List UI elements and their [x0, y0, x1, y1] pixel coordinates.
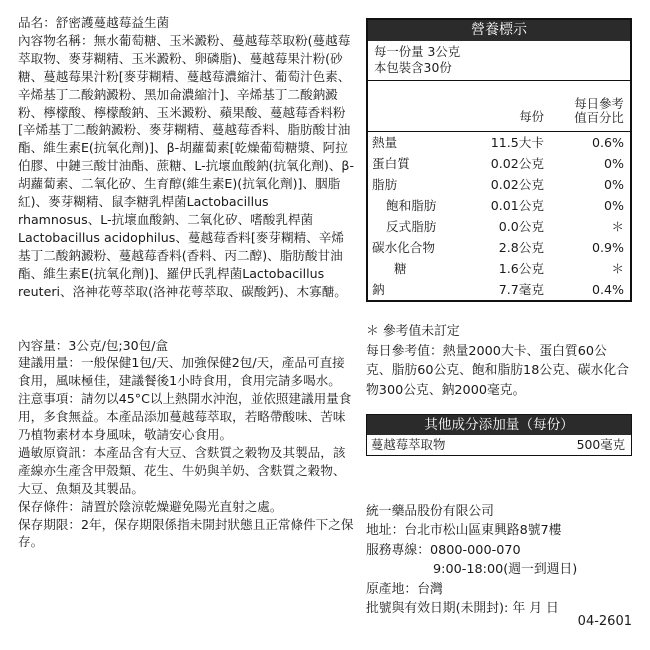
nutrition-row — [368, 132, 630, 153]
right-column — [366, 18, 632, 618]
nutrient-name: 鈉 — [372, 282, 385, 297]
nutrient-per-serving: 0.02公克 — [490, 156, 544, 171]
ingredients-text: 品名：舒密護蔓越莓益生菌 內容物名稱：無水葡萄糖、玉米澱粉、蔓越莓萃取粉(蔓越莓萃取物、麥芽糊精、玉米澱粉、卵磷脂)、蔓越莓果汁粉(砂糖、蔓越莓果汁粉[麥芽糊精、蔓越莓濃縮汁、葡萄汁色素、辛烯基丁二酸鈉澱粉、黑加侖濃縮汁]、辛烯基丁二酸鈉澱粉、檸檬酸、檸檬酸鈉、玉米澱粉、蘋果酸、蔓越莓香料粉[辛烯基丁二酸鈉澱粉、麥芽糊精、蔓越莓香料、脂肪酸甘油酯、維生素E(抗氧化劑)]、β-胡蘿蔔素[乾燥葡萄糖漿、阿拉伯膠、中鏈三酸甘油酯、蔗糖、L-抗壞血酸鈉(抗氧化劑)、β-胡蘿蔔素、二氧化矽、生育醇(維生素E)(抗氧化劑)]、胭脂紅)、麥芽糊精、鼠李糖乳桿菌Lactobacillus rhamnosus、L-抗壞血酸鈉、二氧化矽、嗜酸乳桿菌Lactobacillus acidophilus、蔓越莓香料[麥芽糊精、辛烯基丁二酸鈉澱粉、蔓越莓香料(香料、丙二醇)、脂肪酸甘油酯、維生素E(抗氧化劑)]、羅伊氏乳桿菌Lactobacillus reuteri、洛神花萼萃取(洛神花萼萃取、碳酸鈣)、木寡醣。 — [18, 15, 354, 299]
batch-expiry: 批號與有效日期(未開封): 年 月 日 — [366, 601, 559, 617]
nutrient-name: 反式脂肪 — [386, 219, 437, 234]
nutrition-title: 營養標示 — [368, 20, 630, 41]
nutrient-per-serving: 1.6公克 — [498, 261, 544, 276]
nutrition-row — [368, 153, 630, 174]
nutrient-name: 碳水化合物 — [372, 240, 435, 255]
nutrition-facts-box — [366, 18, 632, 302]
other-ingredient-amount: 500毫克 — [576, 437, 625, 452]
other-ingredients-box — [366, 414, 632, 456]
other-ingredient-row — [367, 435, 631, 455]
nutrient-daily-pct: ＊ — [611, 261, 624, 276]
nutrient-per-serving: 11.5大卡 — [490, 135, 544, 150]
nutrient-name: 脂肪 — [372, 177, 398, 192]
nutrient-name: 熱量 — [372, 135, 398, 150]
nutrient-daily-pct: 0% — [604, 156, 624, 171]
nutrient-daily-pct: 0.9% — [592, 240, 624, 255]
company-info — [366, 502, 632, 618]
left-column — [18, 14, 354, 551]
other-ingredients-title: 其他成分添加量（每份） — [367, 415, 631, 435]
nutrient-daily-pct: 0.4% — [592, 282, 624, 297]
company-name: 統一藥品股份有限公司 — [366, 504, 494, 519]
spacer — [18, 301, 354, 337]
servings-per-pack: 本包裝含30份 — [374, 60, 452, 75]
nutrition-row — [368, 216, 630, 237]
usage-text: 內容量：3公克/包;30包/盒 建議用量：一般保健1包/天、加強保健2包/天，產品可直接食用，風味極佳，建議餐後1小時食用，食用完請多喝水。 注意事項：請勿以45°C以上熱開水沖泡，並依照建議用量食用，多食無益。本產品添加蔓越莓萃取，若略帶酸味、苦味乃植物素材本身風味，敬請安心食用。 過敏原資訊：本產品含有大豆、含麩質之穀物及其製品，該產線亦生產含甲殼類、花生、牛奶與羊奶、含麩質之穀物、大豆、魚類及其製品。 保存條件：請置於陰涼乾燥避免陽光直射之處。 保存期限：2年，保存期限係指未開封狀態且正常條件下之保存。 — [18, 337, 354, 550]
nutrient-name: 蛋白質 — [372, 156, 410, 171]
service-hotline: 服務專線：0800-000-070 — [366, 542, 521, 558]
nutrient-daily-pct: 0% — [604, 198, 624, 213]
nutrition-row — [368, 258, 630, 279]
daily-value-header: 每日參考值百分比 — [574, 96, 624, 125]
nutrition-row — [368, 174, 630, 195]
per-serving-header: 每份 — [519, 109, 544, 124]
nutrition-row — [368, 237, 630, 258]
footnote: ＊ 參考值未訂定 — [366, 324, 460, 339]
nutrient-name: 糖 — [394, 261, 407, 276]
nutrition-row — [368, 195, 630, 216]
nutrition-row — [368, 279, 630, 300]
nutrient-name: 飽和脂肪 — [386, 198, 437, 213]
nutrient-daily-pct: 0% — [604, 177, 624, 192]
nutrient-per-serving: 0.01公克 — [490, 198, 544, 213]
nutrient-per-serving: 7.7毫克 — [498, 282, 544, 297]
nutrient-daily-pct: ＊ — [611, 219, 624, 234]
serving-info — [368, 41, 630, 81]
nutrient-per-serving: 0.02公克 — [490, 177, 544, 192]
nutrient-daily-pct: 0.6% — [592, 135, 624, 150]
nutrient-per-serving: 2.8公克 — [498, 240, 544, 255]
nutrition-column-headers — [368, 81, 630, 132]
country-of-origin: 原產地：台灣 — [366, 581, 443, 597]
company-address: 地址：台北市松山區東興路8號7樓 — [366, 523, 562, 539]
nutrition-notes — [366, 322, 632, 400]
document-code: 04-2601 — [577, 614, 632, 629]
daily-reference: 每日參考值：熱量2000大卡、蛋白質60公克、脂肪60公克、飽和脂肪18公克、碳水化合物300公克、鈉2000毫克。 — [366, 343, 629, 398]
serving-size: 每一份量 3公克 — [374, 44, 461, 59]
service-hours: 9:00-18:00(週一到週日) — [433, 562, 578, 578]
other-ingredient-name: 蔓越莓萃取物 — [371, 437, 446, 452]
nutrient-per-serving: 0.0公克 — [498, 219, 544, 234]
